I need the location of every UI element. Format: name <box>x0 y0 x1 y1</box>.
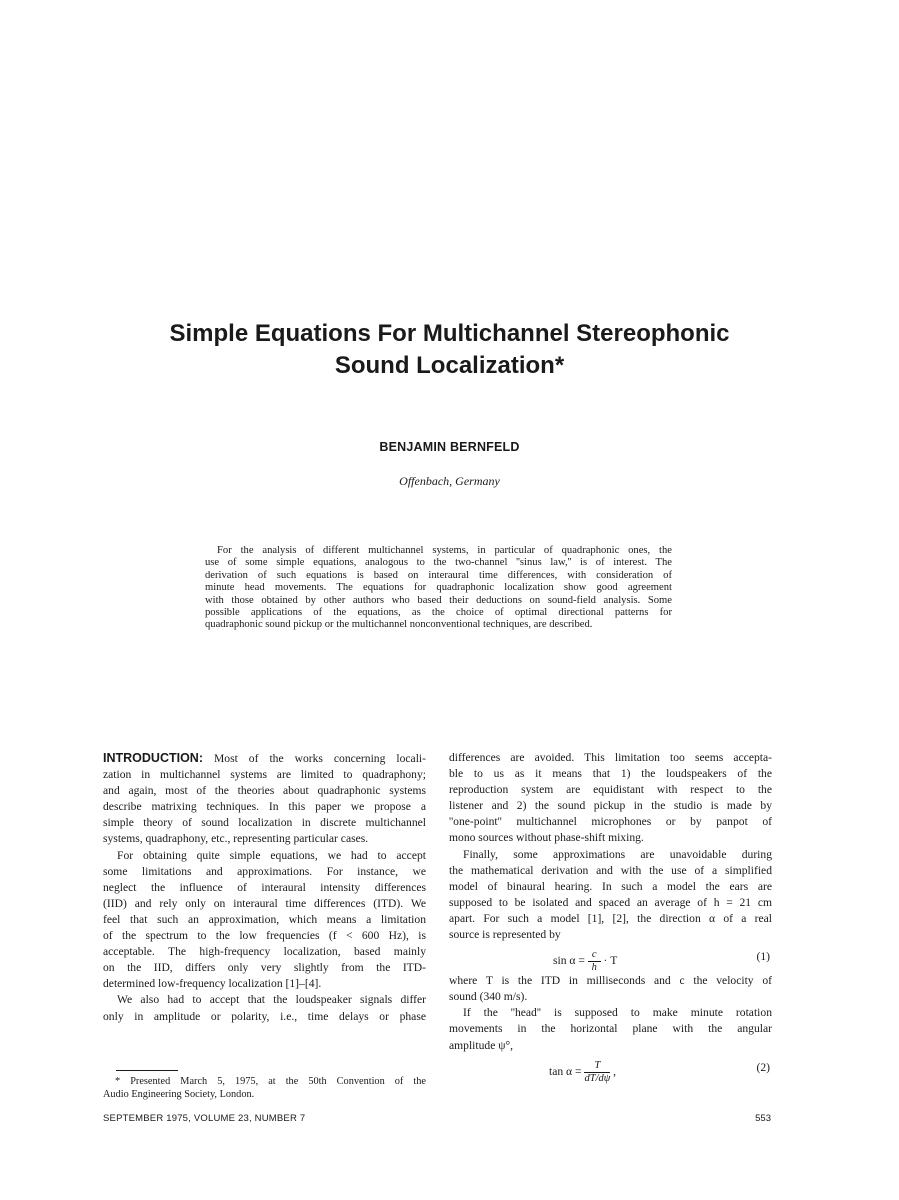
equation-2-rhs: , <box>613 1064 617 1078</box>
paper-title <box>0 318 899 382</box>
title-line-2: Sound Localization* <box>334 352 565 379</box>
equation-1-body <box>553 949 617 974</box>
equation-1 <box>449 943 772 973</box>
equation-2-denominator: dT/dψ <box>584 1072 611 1084</box>
footnote-divider <box>116 1070 178 1071</box>
abstract-line: with those obtained by other authors who based their deductions on sound-field analysis. Some <box>205 594 672 606</box>
abstract-line: use of some simple equations, analogous to the two-channel ''sinus law,'' is of interest. The <box>205 557 672 569</box>
body-line: reproduction system are equidistant with respect to the <box>449 783 772 797</box>
body-line: mono sources without phase-shift mixing. <box>449 831 644 845</box>
equation-1-lhs: sin α = <box>553 954 585 968</box>
body-line: For obtaining quite simple equations, we had to accept <box>117 848 426 862</box>
body-line: model of binaural hearing. In such a model the ears are <box>449 879 772 893</box>
equation-1-number: (1) <box>756 950 770 964</box>
author-affiliation: Offenbach, Germany <box>399 474 500 488</box>
equation-1-denominator: h <box>591 962 597 974</box>
body-line: (IID) and rely only on interaural time differences (ITD). We <box>103 896 426 910</box>
footnote-line: Audio Engineering Society, London. <box>103 1089 255 1100</box>
left-column <box>103 750 426 1025</box>
equation-1-numerator: c <box>588 949 601 962</box>
footnote <box>103 1075 426 1101</box>
page-number: 553 <box>755 1113 771 1124</box>
body-line: Finally, some approximations are unavoidable during <box>463 847 772 861</box>
body-line: If the ''head'' is supposed to make minute rotation <box>463 1006 772 1020</box>
equation-2-number: (2) <box>756 1060 770 1074</box>
journal-issue-footer: SEPTEMBER 1975, VOLUME 23, NUMBER 7 <box>103 1113 306 1124</box>
body-line: on the IID, differs only very slightly from the ITD- <box>103 961 426 975</box>
body-line: determined low-frequency localization [1]–[4]. <box>103 977 322 991</box>
abstract-line: minute head movements. The equations for quadraphonic localization show good agreement <box>205 582 672 594</box>
body-line: ''one-point'' multichannel microphones or by panpot of <box>449 815 772 829</box>
intro-first-line <box>103 750 426 767</box>
equation-1-fraction <box>588 949 601 974</box>
intro-first-text: Most of the works concerning locali- <box>213 752 426 765</box>
body-line: differences are avoided. This limitation too seems accepta- <box>449 751 772 764</box>
abstract-line: For the analysis of different multichannel systems, in particular of quadraphonic ones, the <box>217 545 672 556</box>
equation-2-fraction <box>584 1060 610 1085</box>
body-line: feel that such an approximation, which means a limitation <box>103 912 426 926</box>
abstract-line: possible applications of the equations, as the choice of optimal directional patterns for <box>205 607 672 619</box>
body-line: We also had to accept that the loudspeaker signals differ <box>117 993 426 1007</box>
equation-1-rhs: · T <box>603 954 618 968</box>
body-line: only in amplitude or polarity, i.e., time delays or phase <box>103 1009 426 1023</box>
equation-2-lhs: tan α = <box>549 1064 582 1078</box>
equation-2-body <box>549 1060 616 1085</box>
body-line: where T is the ITD in milliseconds and c the velocity of <box>449 974 772 988</box>
body-line: systems, quadraphony, etc., representing particular cases. <box>103 832 369 846</box>
body-line: the mathematical derivation and with the use of a simplified <box>449 863 772 877</box>
body-line: neglect the influence of interaural intensity differences <box>103 880 426 894</box>
equation-2 <box>449 1054 772 1084</box>
body-line: movements in the horizontal plane with the angular <box>449 1022 772 1036</box>
title-line-1: Simple Equations For Multichannel Stereophonic <box>169 320 730 347</box>
body-line: of the spectrum to the low frequencies (f < 600 Hz), is <box>103 929 426 943</box>
abstract-line: derivation of such equations is based on interaural time differences, with consideration of <box>205 569 672 581</box>
abstract <box>205 545 672 632</box>
body-line: simple theory of sound localization in discrete multichannel <box>103 816 426 830</box>
body-line: source is represented by <box>449 928 561 942</box>
body-line: and again, most of the theories about quadraphonic systems <box>103 784 426 798</box>
body-line: describe matrixing techniques. In this paper we propose a <box>103 800 426 814</box>
body-line: amplitude ψ°, <box>449 1038 514 1052</box>
right-column <box>449 750 772 1084</box>
body-line: listener and 2) the sound pickup in the studio is made by <box>449 799 772 813</box>
body-line: supposed to be isolated and spaced an average of h = 21 cm <box>449 895 772 909</box>
body-line: acceptable. The high-frequency localization, based mainly <box>103 945 426 959</box>
author-name: BENJAMIN BERNFELD <box>379 440 520 454</box>
equation-2-numerator: T <box>584 1060 610 1073</box>
body-line: sound (340 m/s). <box>449 990 528 1004</box>
body-line: apart. For such a model [1], [2], the direction α of a real <box>449 911 772 925</box>
section-heading-introduction: INTRODUCTION: <box>103 751 203 765</box>
body-line: zation in multichannel systems are limited to quadraphony; <box>103 768 426 782</box>
abstract-line: quadraphonic sound pickup or the multichannel nonconventional techniques, are described. <box>205 619 593 631</box>
body-line: ble to us as it means that 1) the loudspeakers of the <box>449 767 772 781</box>
footnote-line: * Presented March 5, 1975, at the 50th Convention of the <box>115 1076 426 1087</box>
body-line: some limitations and approximations. For instance, we <box>103 864 426 878</box>
